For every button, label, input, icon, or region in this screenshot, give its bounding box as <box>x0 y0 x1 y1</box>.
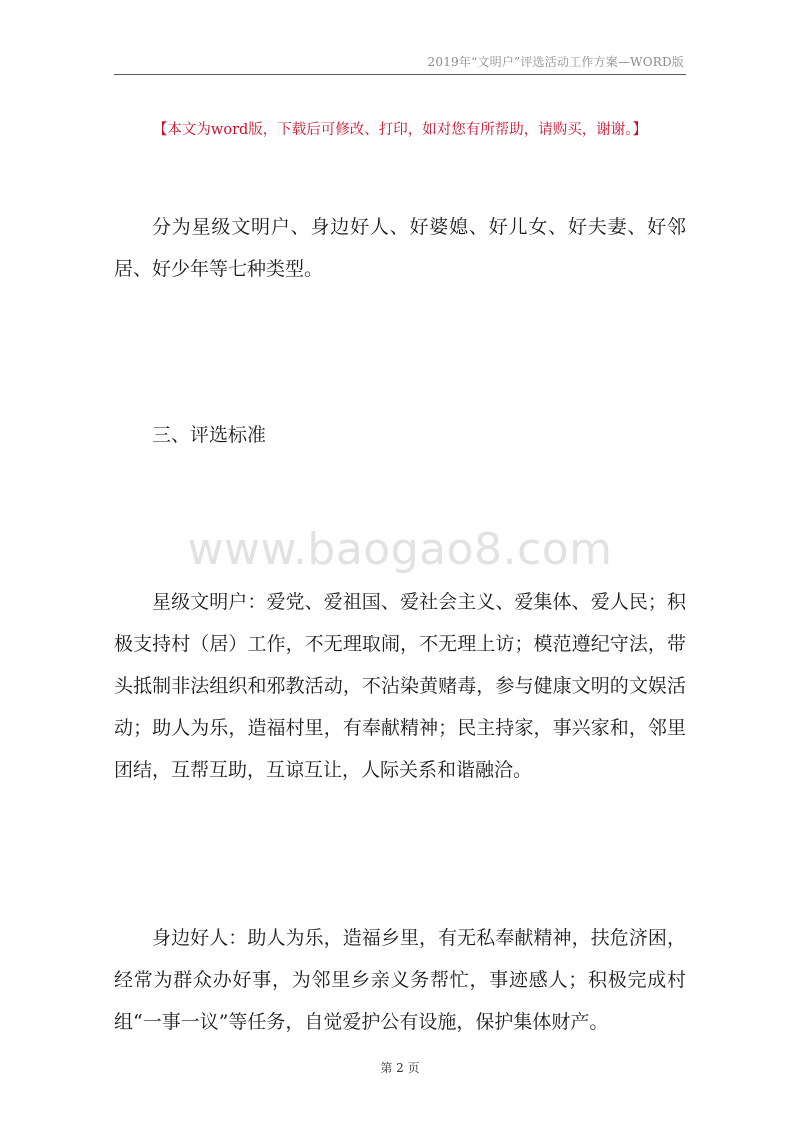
page-number: 第 2 页 <box>380 1061 420 1075</box>
paragraph-good-people: 身边好人：助人为乐，造福乡里，有无私奉献精神，扶危济困，经常为群众办好事，为邻里乡亲义务帮忙，事迹感人；积极完成村组“一事一议”等任务，自觉爱护公有设施，保护集体财产。 <box>114 927 686 1033</box>
paragraph-star-household: 星级文明户：爱党、爱祖国、爱社会主义、爱集体、爱人民；积极支持村（居）工作，不无理取闹，不无理上访；模范遵纪守法，带头抵制非法组织和邪教活动，不沾染黄赌毒，参与健康文明的文娱活动；助人为乐，造福村里，有奉献精神；民主持家，事兴家和，邻里团结，互帮互助，互谅互让，人际关系和谐融洽。 <box>114 591 686 781</box>
watermark: www.baogao8.com <box>187 524 613 575</box>
paragraph-types: 分为星级文明户、身边好人、好婆媳、好儿女、好夫妻、好邻居、好少年等七种类型。 <box>114 216 686 280</box>
running-header-title: 2019年“文明户”评选活动工作方案—WORD版 <box>427 55 684 69</box>
section-heading: 三、评选标准 <box>152 424 267 446</box>
header-divider <box>114 74 686 75</box>
edit-notice: 【本文为word版，下载后可修改、打印，如对您有所帮助，请购买，谢谢。】 <box>152 122 648 138</box>
